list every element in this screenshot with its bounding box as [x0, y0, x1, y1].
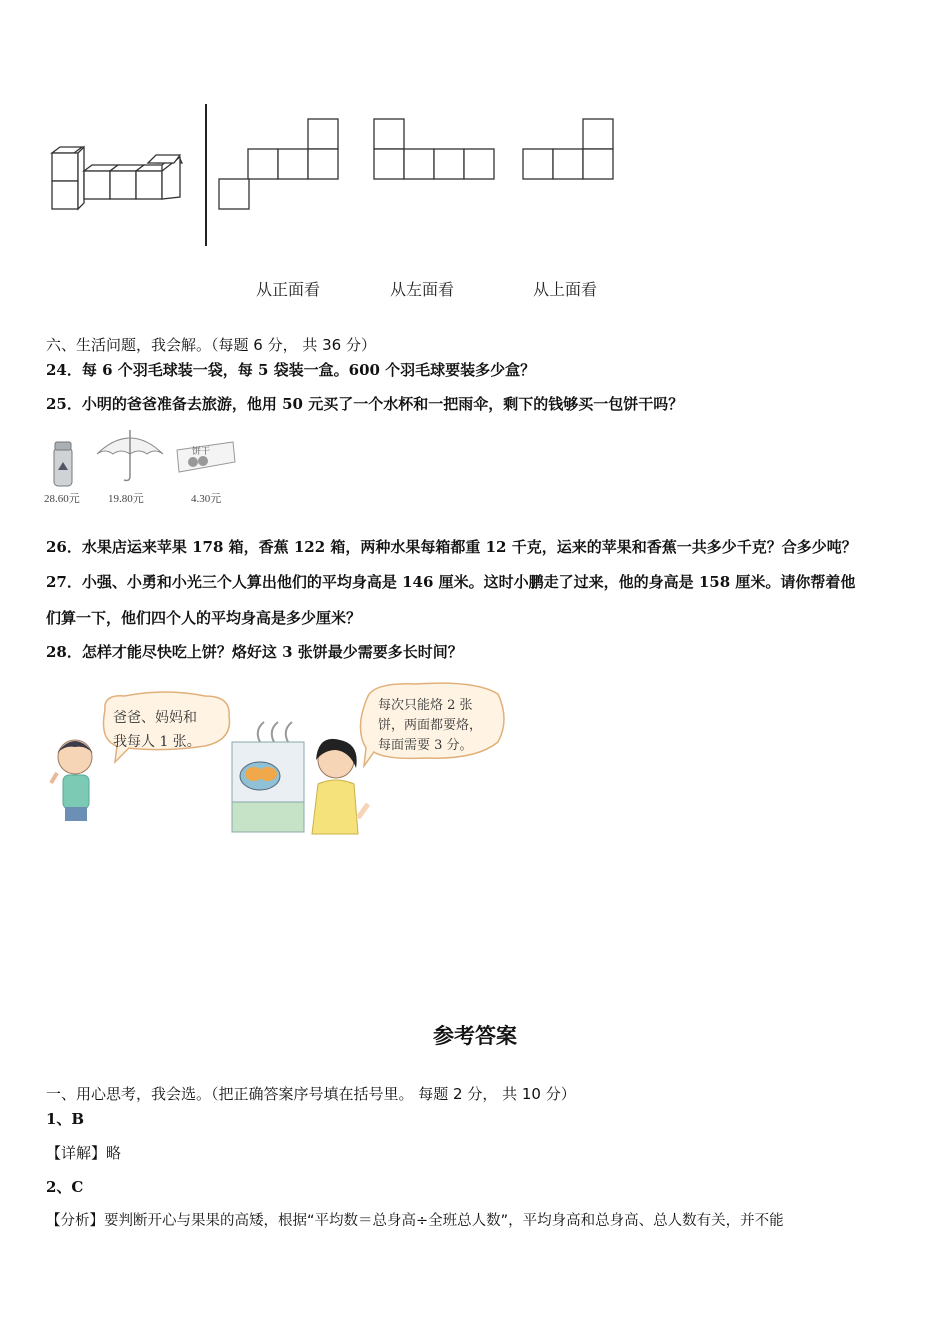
divider-line [205, 104, 207, 246]
cup-price: 28.60元 [44, 493, 80, 505]
front-view-figure [218, 118, 340, 210]
question-28: 28．怎样才能尽快吃上饼？烙好这 3 张饼最少需要多长时间？ [46, 643, 463, 661]
stove-illustration [230, 712, 310, 834]
question-26: 26．水果店运来苹果 178 箱，香蕉 122 箱，两种水果每箱都重 12 千克，运来的苹果和香蕉一共多少千克？合多少吨？ [46, 538, 857, 556]
left-view-figure [373, 118, 495, 180]
answer-2-analysis: 【分析】要判断开心与果果的高矮，根据“平均数＝总身高÷全班总人数”，平均身高和总身高、总人数有关，并不能 [46, 1213, 784, 1229]
cube-figure [48, 145, 188, 215]
question-27-line2: 们算一下，他们四个人的平均身高是多少厘米？ [46, 609, 362, 627]
left-view-caption: 从左面看 [390, 280, 455, 299]
cup-icon [52, 440, 76, 488]
answer-2: 2、C [46, 1178, 84, 1196]
answers-section1-heading: 一、用心思考，我会选。（把正确答案序号填在括号里。 每题 2 分， 共 10 分） [46, 1085, 576, 1103]
answer-1-detail: 【详解】略 [46, 1144, 122, 1162]
boy-speech-bubble [95, 690, 235, 770]
answers-title: 参考答案 [433, 1024, 517, 1048]
biscuit-label: 饼干 [192, 447, 211, 457]
question-25: 25．小明的爸爸准备去旅游，他用 50 元买了一个水杯和一把雨伞，剩下的钱够买一包饼干吗？ [46, 395, 684, 413]
mom-speech-line3: 每面需要 3 分。 [378, 738, 473, 753]
question-24: 24．每 6 个羽毛球装一袋，每 5 袋装一盒。600 个羽毛球要装多少盒？ [46, 361, 536, 379]
top-view-figure [522, 118, 614, 180]
answer-1: 1、B [46, 1110, 85, 1128]
mom-speech-line1: 每次只能烙 2 张 [378, 698, 473, 713]
umbrella-price: 19.80元 [108, 493, 144, 505]
boy-speech-line1: 爸爸、妈妈和 [113, 710, 197, 726]
umbrella-icon [95, 426, 165, 486]
section6-heading: 六、生活问题，我会解。（每题 6 分， 共 36 分） [46, 336, 376, 354]
front-view-caption: 从正面看 [256, 280, 321, 299]
biscuit-price: 4.30元 [191, 493, 222, 505]
mom-speech-line2: 饼，两面都要烙， [378, 718, 483, 733]
question-27-line1: 27．小强、小勇和小光三个人算出他们的平均身高是 146 厘米。这时小鹏走了过来，他的身高是 158 厘米。请你帮着他 [46, 573, 856, 591]
top-view-caption: 从上面看 [533, 280, 598, 299]
boy-speech-line2: 我每人 1 张。 [113, 734, 201, 750]
